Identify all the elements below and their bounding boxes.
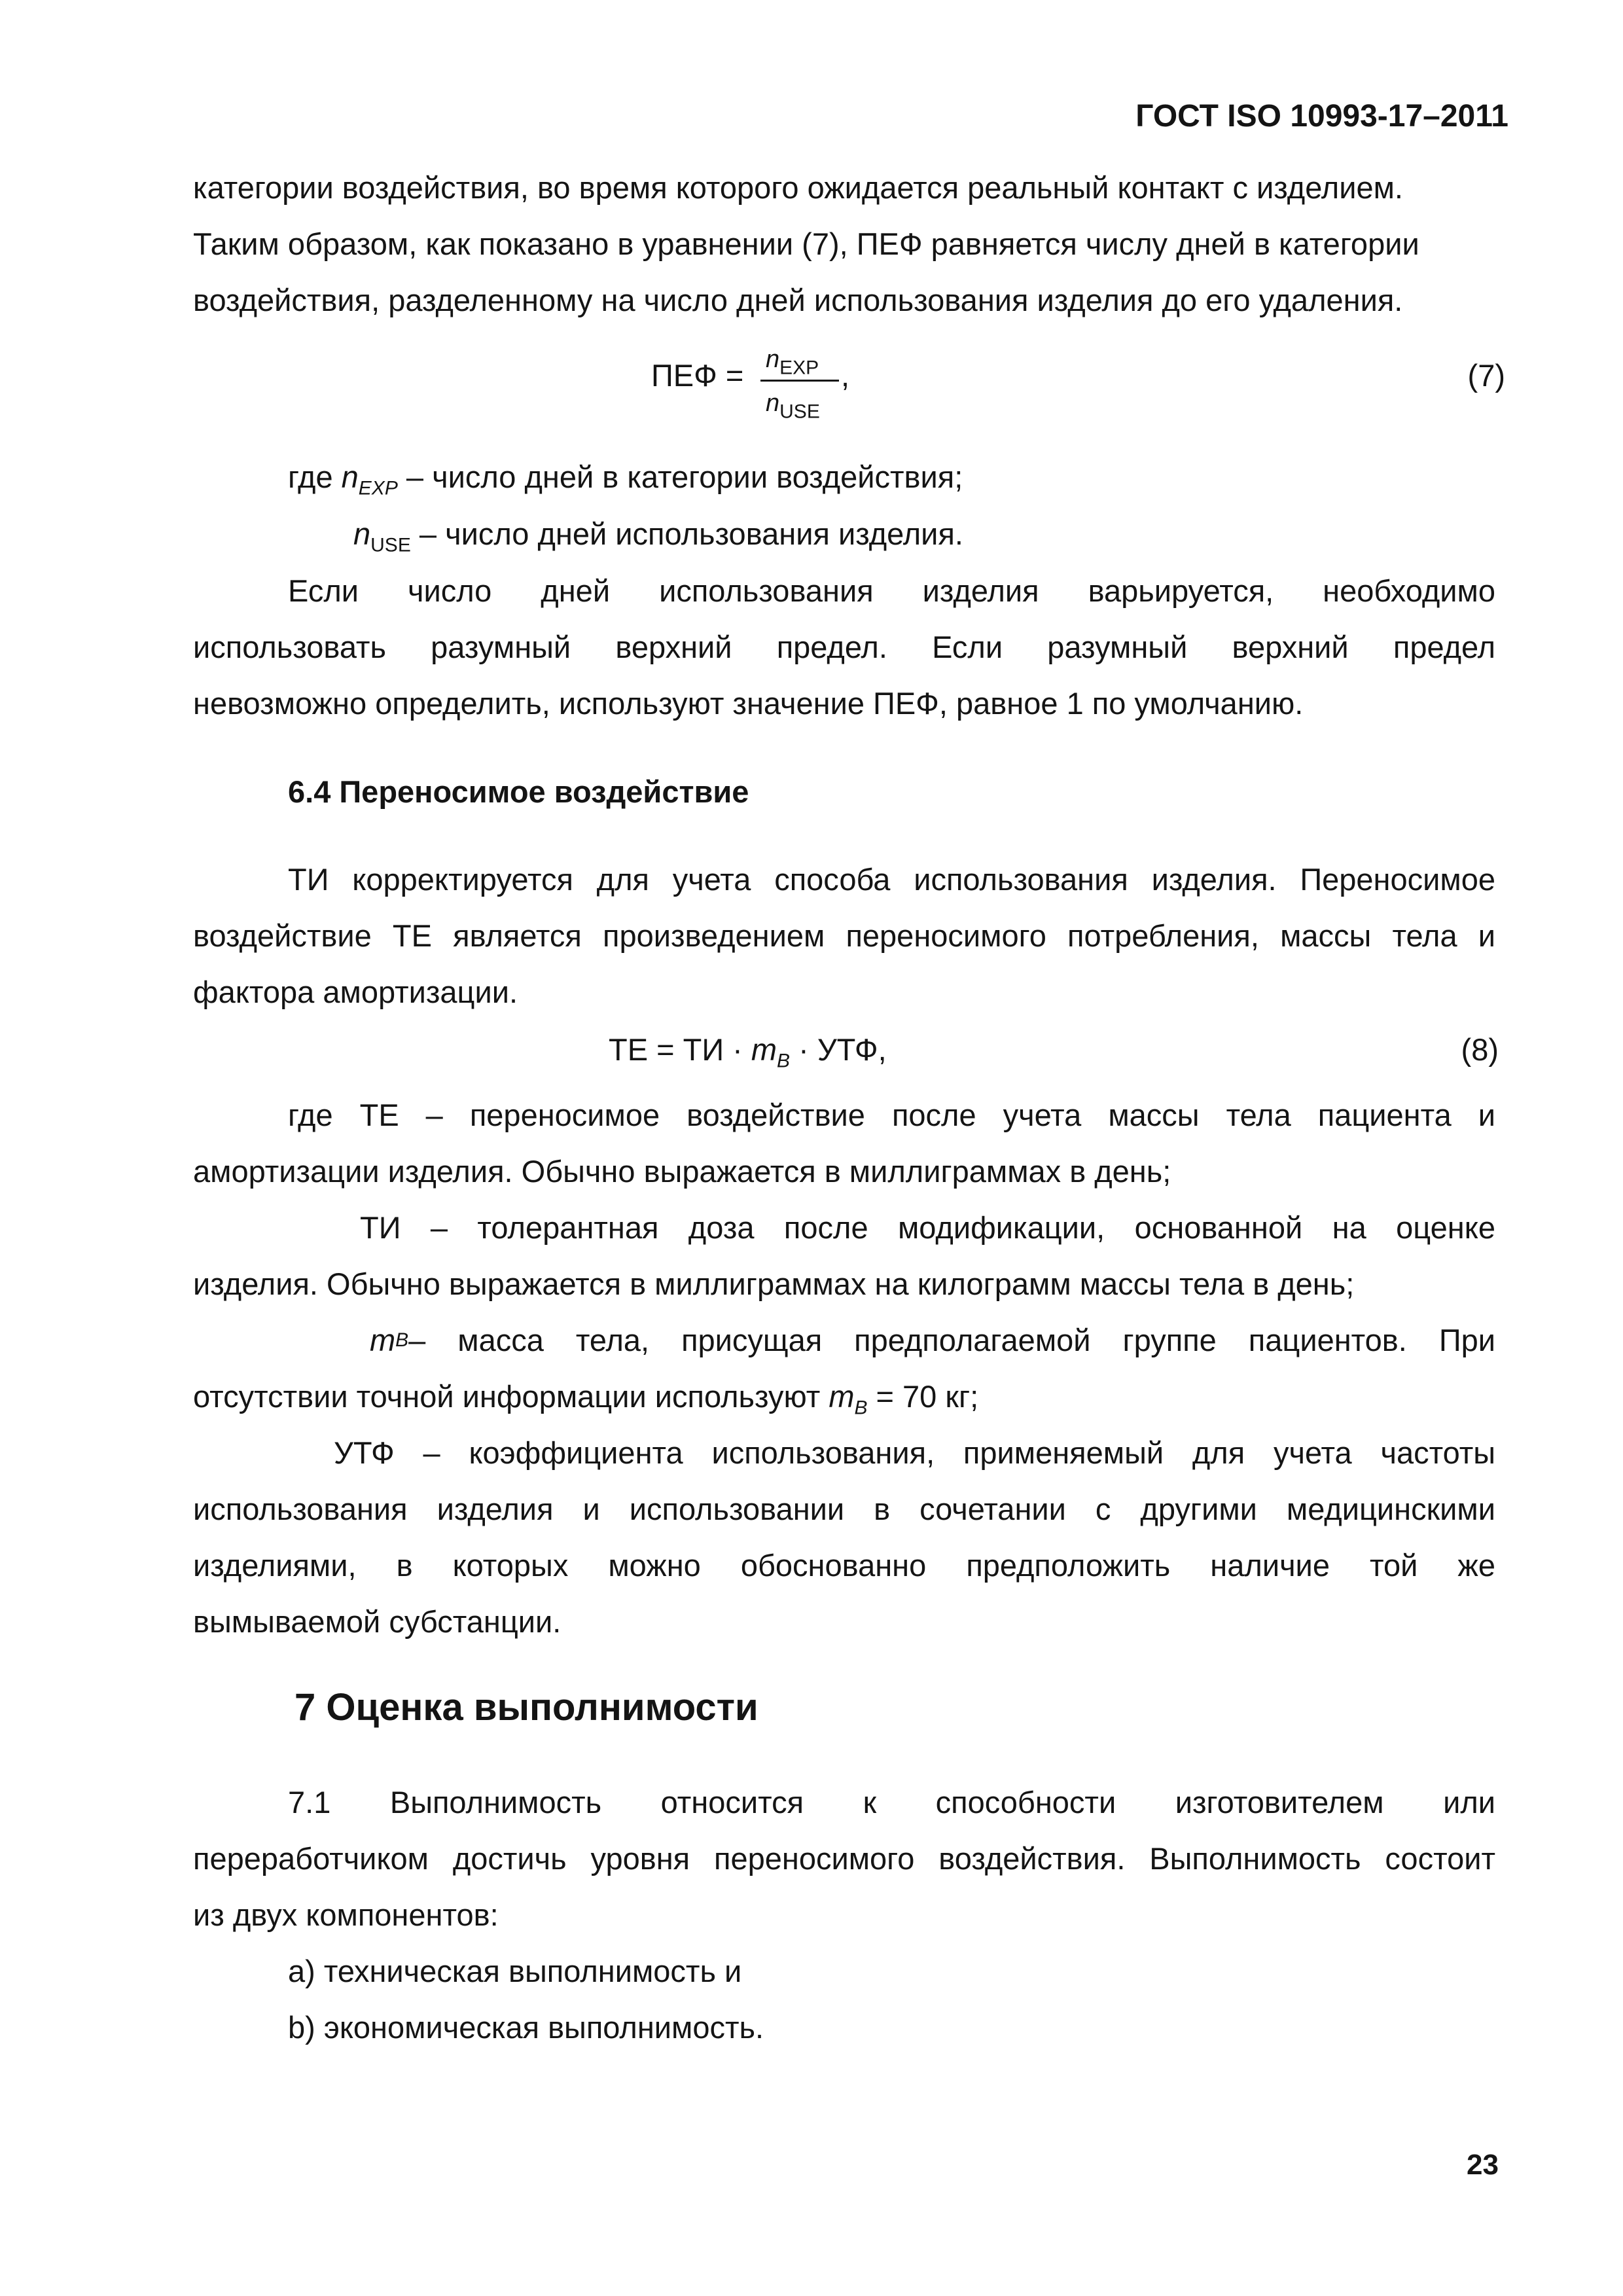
definition-nexp: где $n_{EXP}$ – число дней в категории воздействия; (288, 459, 963, 499)
paragraph-line: фактора амортизации. (193, 975, 518, 1009)
definition-te-cont: амортизации изделия. Обычно выражается в миллиграммах в день; (193, 1154, 1171, 1189)
definition-utf-cont: вымываемой субстанции. (193, 1604, 562, 1639)
definition-nuse: $n_{USE}$ – число дней использования изделия. (353, 516, 963, 556)
equation-comma: , (841, 358, 850, 393)
fraction-bar (760, 380, 839, 382)
definition-te: где ТЕ – переносимое воздействие после учета массы тела пациента и (288, 1098, 1495, 1132)
equation-lhs: ПЕФ = (651, 358, 744, 393)
paragraph-line: использовать разумный верхний предел. Если разумный верхний предел (193, 630, 1495, 664)
definition-mb-cont: отсутствии точной информации используют $m_B = 70$ кг; (193, 1379, 979, 1419)
paragraph-line: переработчиком достичь уровня переносимого воздействия. Выполнимость состоит (193, 1841, 1495, 1876)
paragraph-line: Таким образом, как показано в уравнении (7), ПЕФ равняется числу дней в категории (193, 226, 1419, 261)
definition-ti: ТИ – толерантная доза после модификации, основанной на оценке (360, 1210, 1495, 1245)
paragraph-line: воздействия, разделенному на число дней использования изделия до его удаления. (193, 283, 1403, 317)
section-heading: 7 Оценка выполнимости (294, 1686, 758, 1729)
paragraph-line: ТИ корректируется для учета способа использования изделия. Переносимое (288, 862, 1495, 897)
definition-mb: m B – масса тела, присущая предполагаемой группе пациентов. При (370, 1323, 1495, 1357)
definition-utf: УТФ – коэффициента использования, применяемый для учета частоты (334, 1435, 1495, 1470)
definition-ti-cont: изделия. Обычно выражается в миллиграммах на килограмм массы тела в день; (193, 1266, 1355, 1301)
paragraph-line: Если число дней использования изделия варьируется, необходимо (288, 573, 1495, 608)
list-item: b) экономическая выполнимость. (288, 2010, 764, 2045)
document-header: ГОСТ ISO 10993-17–2011 (1135, 99, 1508, 134)
paragraph-line: невозможно определить, используют значение ПЕФ, равное 1 по умолчанию. (193, 686, 1304, 721)
equation-number: (7) (1467, 358, 1505, 393)
paragraph-line: из двух компонентов: (193, 1897, 499, 1932)
paragraph-line: категории воздействия, во время которого ожидается реальный контакт с изделием. (193, 170, 1403, 205)
section-heading: 6.4 Переносимое воздействие (288, 774, 749, 809)
page-number: 23 (1467, 2149, 1499, 2181)
equation-number: (8) (1461, 1032, 1499, 1067)
definition-utf-cont: изделиями, в которых можно обоснованно предположить наличие той же (193, 1548, 1495, 1583)
definition-utf-cont: использования изделия и использовании в сочетании с другими медицинскими (193, 1492, 1495, 1526)
list-item: a) техническая выполнимость и (288, 1954, 742, 1988)
equation-body: ТЕ = ТИ · $m_B$ · УТФ, (609, 1032, 887, 1072)
fraction-numerator: $n_{EXP}$ (766, 346, 819, 379)
paragraph-line: воздействие ТЕ является произведением переносимого потребления, массы тела и (193, 918, 1495, 953)
fraction-denominator: $n_{USE}$ (766, 389, 820, 423)
paragraph-line: 7.1 Выполнимость относится к способности изготовителем или (288, 1785, 1495, 1820)
